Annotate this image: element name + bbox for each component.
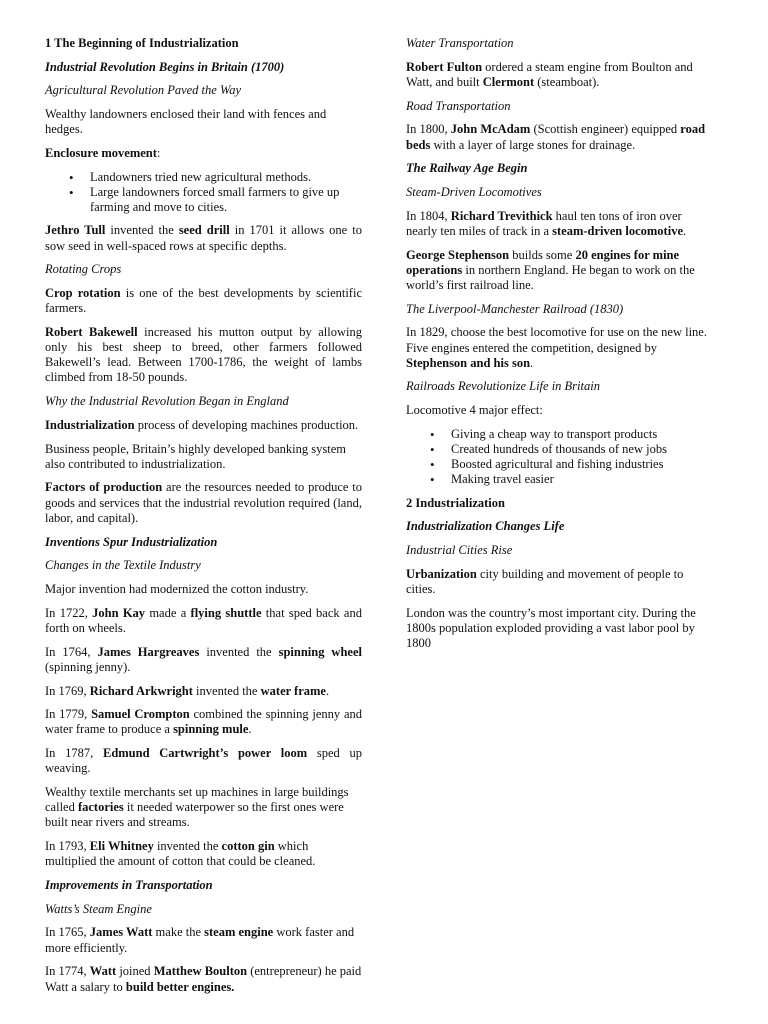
paragraph: [45, 606, 362, 636]
text-run: In 1787,: [45, 746, 103, 761]
subsection-heading: [45, 394, 362, 409]
text-run: sped up weaving.: [45, 746, 362, 776]
bold-term: Eli Whitney: [89, 839, 154, 854]
text-run: Why the Industrial Revolution Began in England: [45, 394, 289, 409]
bold-term: steam-driven locomotive: [552, 223, 683, 238]
bullet-item: [451, 457, 712, 472]
text-run: ordered a steam engine from Boulton and Watt, and built: [406, 59, 693, 89]
text-run: In 1779,: [45, 707, 92, 722]
bold-term: water frame: [260, 683, 326, 698]
text-run: work faster and more efficiently.: [45, 925, 355, 955]
text-run: In 1774,: [45, 964, 90, 979]
text-run: Landowners tried new agricultural methods.: [90, 169, 312, 184]
text-run: Agricultural Revolution Paved the Way: [45, 83, 242, 98]
subsection-heading: [406, 379, 712, 394]
text-run: haul ten tons of iron over nearly ten miles of track in a: [406, 208, 682, 238]
bold-term: road beds: [406, 122, 706, 152]
paragraph: [45, 645, 362, 675]
text-run: In 1765,: [45, 925, 90, 940]
bold-term: Richard Trevithick: [450, 208, 553, 223]
text-run: Business people, Britain’s highly developed banking system also contributed to industrialization.: [45, 441, 347, 471]
bold-term: Matthew Boulton: [153, 964, 248, 979]
chapter-heading: [45, 36, 362, 51]
text-run: Wealthy landowners enclosed their land with fences and hedges.: [45, 107, 327, 137]
text-run: that sped back and forth on wheels.: [45, 605, 362, 635]
text-run: In 1793,: [45, 839, 90, 854]
bold-term: spinning mule: [173, 722, 249, 737]
text-run: In 1722,: [45, 605, 93, 620]
bold-term: Edmund Cartwright’s power loom: [102, 746, 308, 761]
paragraph: [45, 839, 362, 869]
bold-term: James Hargreaves: [97, 644, 200, 659]
text-run: builds some: [509, 247, 576, 262]
paragraph: [406, 248, 712, 294]
bold-term: Jethro Tull: [45, 223, 106, 238]
subsection-heading: [406, 185, 712, 200]
text-run: Railroads Revolutionize Life in Britain: [406, 379, 600, 394]
paragraph: [45, 223, 362, 253]
paragraph: [45, 707, 362, 737]
subsection-heading: [406, 302, 712, 317]
text-run: Watts’s Steam Engine: [45, 901, 152, 916]
paragraph: [45, 286, 362, 316]
bold-term: Clermont: [482, 74, 535, 89]
text-run: with a layer of large stones for drainage.: [430, 137, 636, 152]
text-run: invented the: [153, 839, 222, 854]
bold-term: Samuel Crompton: [91, 707, 190, 722]
text-run: (steamboat).: [534, 74, 600, 89]
text-run: it needed waterpower so the first ones were built near rivers and streams.: [45, 800, 344, 830]
text-run: Industrial Revolution Begins in Britain (1700): [45, 59, 285, 74]
right-column: [406, 36, 712, 660]
subsection-heading: [45, 262, 362, 277]
paragraph: [45, 442, 362, 472]
text-run: Wealthy textile merchants set up machines in large buildings called: [45, 785, 349, 815]
text-run: made a: [145, 605, 191, 620]
text-run: The Railway Age Begin: [406, 161, 528, 176]
bold-term: Industrialization: [45, 417, 135, 432]
text-run: In 1800,: [406, 122, 451, 137]
paragraph: [45, 785, 362, 831]
subsection-heading: [45, 558, 362, 573]
text-run: process of developing machines production.: [134, 417, 359, 432]
bullet-item: [90, 170, 362, 185]
text-run: which multiplied the amount of cotton that could be cleaned.: [45, 839, 316, 869]
paragraph: [406, 606, 712, 652]
section-heading: [406, 161, 712, 176]
bold-term: Factors of production: [45, 480, 163, 495]
paragraph: [45, 582, 362, 597]
text-run: city building and movement of people to cities.: [406, 566, 684, 596]
text-run: Industrialization Changes Life: [406, 519, 565, 534]
subsection-heading: [406, 99, 712, 114]
bullet-list: [406, 427, 712, 488]
paragraph: [406, 567, 712, 597]
text-run: invented the: [192, 683, 261, 698]
text-run: Major invention had modernized the cotton industry.: [45, 581, 309, 596]
bullet-item: [90, 185, 362, 215]
bold-term: Crop rotation: [45, 285, 121, 300]
text-run: Giving a cheap way to transport products: [451, 426, 658, 441]
text-run: The Liverpool-Manchester Railroad (1830): [406, 301, 624, 316]
text-run: In 1769,: [45, 683, 90, 698]
paragraph: [45, 418, 362, 433]
bold-term: Enclosure movement: [45, 146, 157, 161]
text-run: .: [325, 683, 330, 698]
text-run: invented the: [105, 223, 179, 238]
subsection-heading: [45, 902, 362, 917]
text-run: (entrepreneur) he paid Watt a salary to: [45, 964, 362, 994]
section-heading: [45, 60, 362, 75]
paragraph: [406, 60, 712, 90]
text-run: .: [248, 722, 252, 737]
text-run: In 1829, choose the best locomotive for use on the new line. Five engines entered the competition, designed by: [406, 325, 707, 355]
text-run: in northern England. He began to work on the world’s first railroad line.: [406, 262, 695, 292]
paragraph: [45, 925, 362, 955]
bold-term: George Stephenson: [406, 247, 510, 262]
bold-term: factories: [77, 800, 124, 815]
text-run: Large landowners forced small farmers to give up farming and move to cities.: [90, 184, 340, 215]
paragraph: [45, 146, 362, 161]
paragraph: [45, 964, 362, 994]
text-run: Changes in the Textile Industry: [45, 558, 201, 573]
text-run: increased his mutton output by allowing only his best sheep to breed, other farmers followed Bakewell’s lead. Between 1700-1786, the weight of lambs climbed from 18-50 pounds.: [45, 324, 362, 385]
text-run: (Scottish engineer) equipped: [530, 122, 681, 137]
text-run: Water Transportation: [406, 36, 514, 50]
text-run: Making travel easier: [451, 472, 554, 487]
subsection-heading: [45, 83, 362, 98]
section-heading: [45, 535, 362, 550]
bold-term: 20 engines for mine operations: [406, 247, 680, 277]
paragraph: [45, 480, 362, 526]
subsection-heading: [406, 543, 712, 558]
paragraph: [45, 107, 362, 137]
bold-term: steam engine: [204, 925, 274, 940]
bold-term: cotton gin: [221, 839, 275, 854]
text-run: In 1764,: [45, 644, 98, 659]
paragraph: [45, 325, 362, 386]
bold-term: James Watt: [89, 925, 153, 940]
bold-term: John McAdam: [450, 122, 531, 137]
text-run: .: [530, 355, 534, 370]
section-heading: [45, 878, 362, 893]
chapter-heading: [406, 496, 712, 511]
text-run: In 1804,: [406, 208, 451, 223]
bullet-item: [451, 427, 712, 442]
text-run: (spinning jenny).: [45, 659, 131, 674]
paragraph: [45, 684, 362, 699]
text-run: :: [156, 146, 161, 161]
text-run: invented the: [199, 644, 279, 659]
bold-term: Robert Fulton: [406, 59, 483, 74]
text-run: 2 Industrialization: [406, 495, 505, 510]
bold-term: build better engines.: [125, 979, 235, 994]
bold-term: flying shuttle: [190, 605, 262, 620]
text-run: Improvements in Transportation: [45, 878, 213, 893]
text-run: Industrial Cities Rise: [406, 543, 513, 558]
text-run: Locomotive 4 major effect:: [406, 403, 543, 418]
left-column: [45, 36, 362, 1003]
bold-term: John Kay: [92, 605, 146, 620]
paragraph: [406, 403, 712, 418]
bold-term: Watt: [89, 964, 117, 979]
text-run: Inventions Spur Industrialization: [45, 534, 218, 549]
text-run: Steam-Driven Locomotives: [406, 184, 542, 199]
text-run: combined the spinning jenny and water frame to produce a: [45, 707, 362, 737]
bold-term: Stephenson and his son: [406, 355, 531, 370]
text-run: 1 The Beginning of Industrialization: [45, 36, 239, 50]
text-run: is one of the best developments by scientific farmers.: [45, 285, 362, 316]
bold-term: Richard Arkwright: [89, 683, 193, 698]
bold-term: Robert Bakewell: [45, 324, 138, 339]
text-run: in 1701 it allows one to sow seed in well-spaced rows at specific depths.: [45, 223, 362, 253]
text-run: Boosted agricultural and fishing industries: [451, 457, 664, 472]
text-run: London was the country’s most important city. During the 1800s population exploded providing a vast labor pool by 1800: [406, 605, 696, 651]
paragraph: [406, 209, 712, 239]
text-run: Road Transportation: [406, 98, 511, 113]
text-run: Rotating Crops: [45, 262, 122, 277]
paragraph: [406, 122, 712, 152]
bullet-list: [45, 170, 362, 216]
bold-term: Urbanization: [406, 566, 477, 581]
text-run: .: [683, 223, 687, 238]
text-run: Created hundreds of thousands of new jobs: [451, 442, 667, 457]
text-run: are the resources needed to produce to goods and services that the industrial revolution required (land, labor, and capital).: [45, 480, 362, 525]
bold-term: seed drill: [178, 223, 230, 238]
bold-term: spinning wheel: [278, 644, 362, 659]
section-heading: [406, 519, 712, 534]
subsection-heading: [406, 36, 712, 51]
text-run: make the: [152, 925, 205, 940]
paragraph: [406, 325, 712, 371]
text-run: joined: [116, 964, 154, 979]
bullet-item: [451, 442, 712, 457]
paragraph: [45, 746, 362, 776]
bullet-item: [451, 472, 712, 487]
